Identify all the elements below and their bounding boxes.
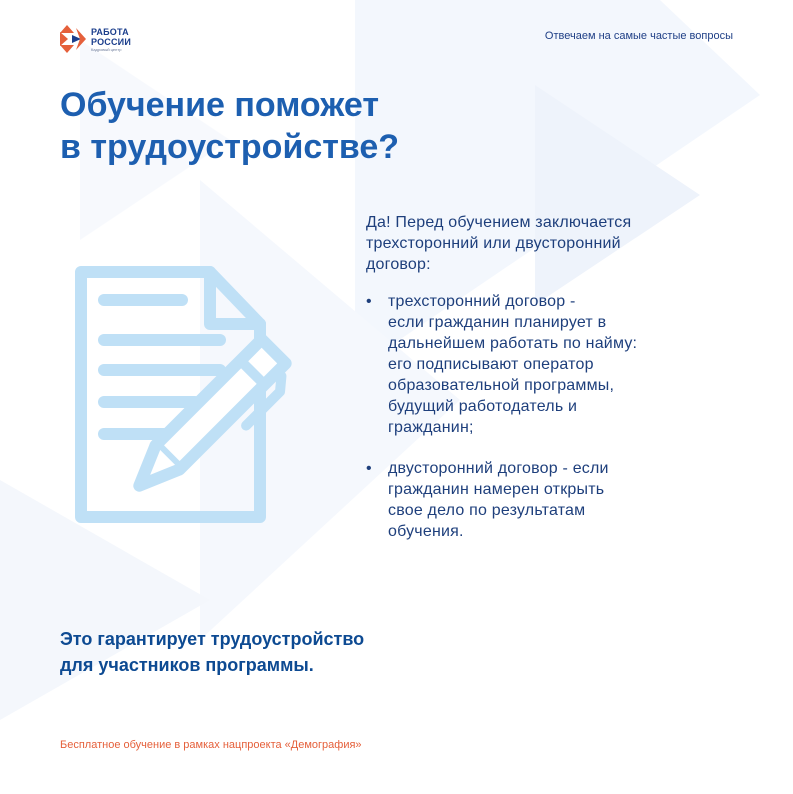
brand-name-line2: РОССИИ [91,36,132,47]
title-line1: Обучение поможет [60,86,379,124]
bullet-line: свое дело по результатам [388,502,586,519]
bullet-line: обучения. [388,523,464,540]
section-topic: Отвечаем на самые частые вопросы [544,30,733,42]
conclusion-text [60,626,364,678]
bullet-line: гражданин намерен открыть [388,481,605,498]
contract-types-list [366,291,736,542]
bullet-line: если гражданин планирует в [388,314,607,331]
title-line2: в трудоустройстве? [60,128,400,166]
footer-note: Бесплатное обучение в рамках нацпроекта «Демография» [60,739,362,751]
bullet-line: будущий работодатель и [388,398,578,415]
bullet-line: образовательной программы, [388,377,615,394]
intro-line: Да! Перед обучением заключается [366,214,632,231]
answer-block [366,212,736,562]
bullet-line: его подписывают оператор [388,356,594,373]
answer-intro [366,212,736,275]
brand-name-line1: РАБОТА [91,26,129,37]
bullet-icon: • [366,293,372,310]
page-title [60,84,399,168]
list-item-bilateral [366,458,736,542]
bullet-line: дальнейшем работать по найму: [388,335,638,352]
bullet-line: двусторонний договор - если [388,460,609,477]
conclusion-line1: Это гарантирует трудоустройство [60,629,365,649]
bullet-icon: • [366,460,372,477]
intro-line: трехсторонний или двусторонний [366,235,621,252]
bullet-line: трехсторонний договор - [388,293,576,310]
document-with-pen-icon [70,262,340,532]
list-item-tripartite [366,291,736,438]
bullet-line: гражданин; [388,419,474,436]
brand-subtitle: Кадровый центр [91,46,122,52]
conclusion-line2: для участников программы. [60,655,314,675]
logo-mark-icon [58,24,88,54]
brand-logo [58,24,131,54]
intro-line: договор: [366,256,431,273]
